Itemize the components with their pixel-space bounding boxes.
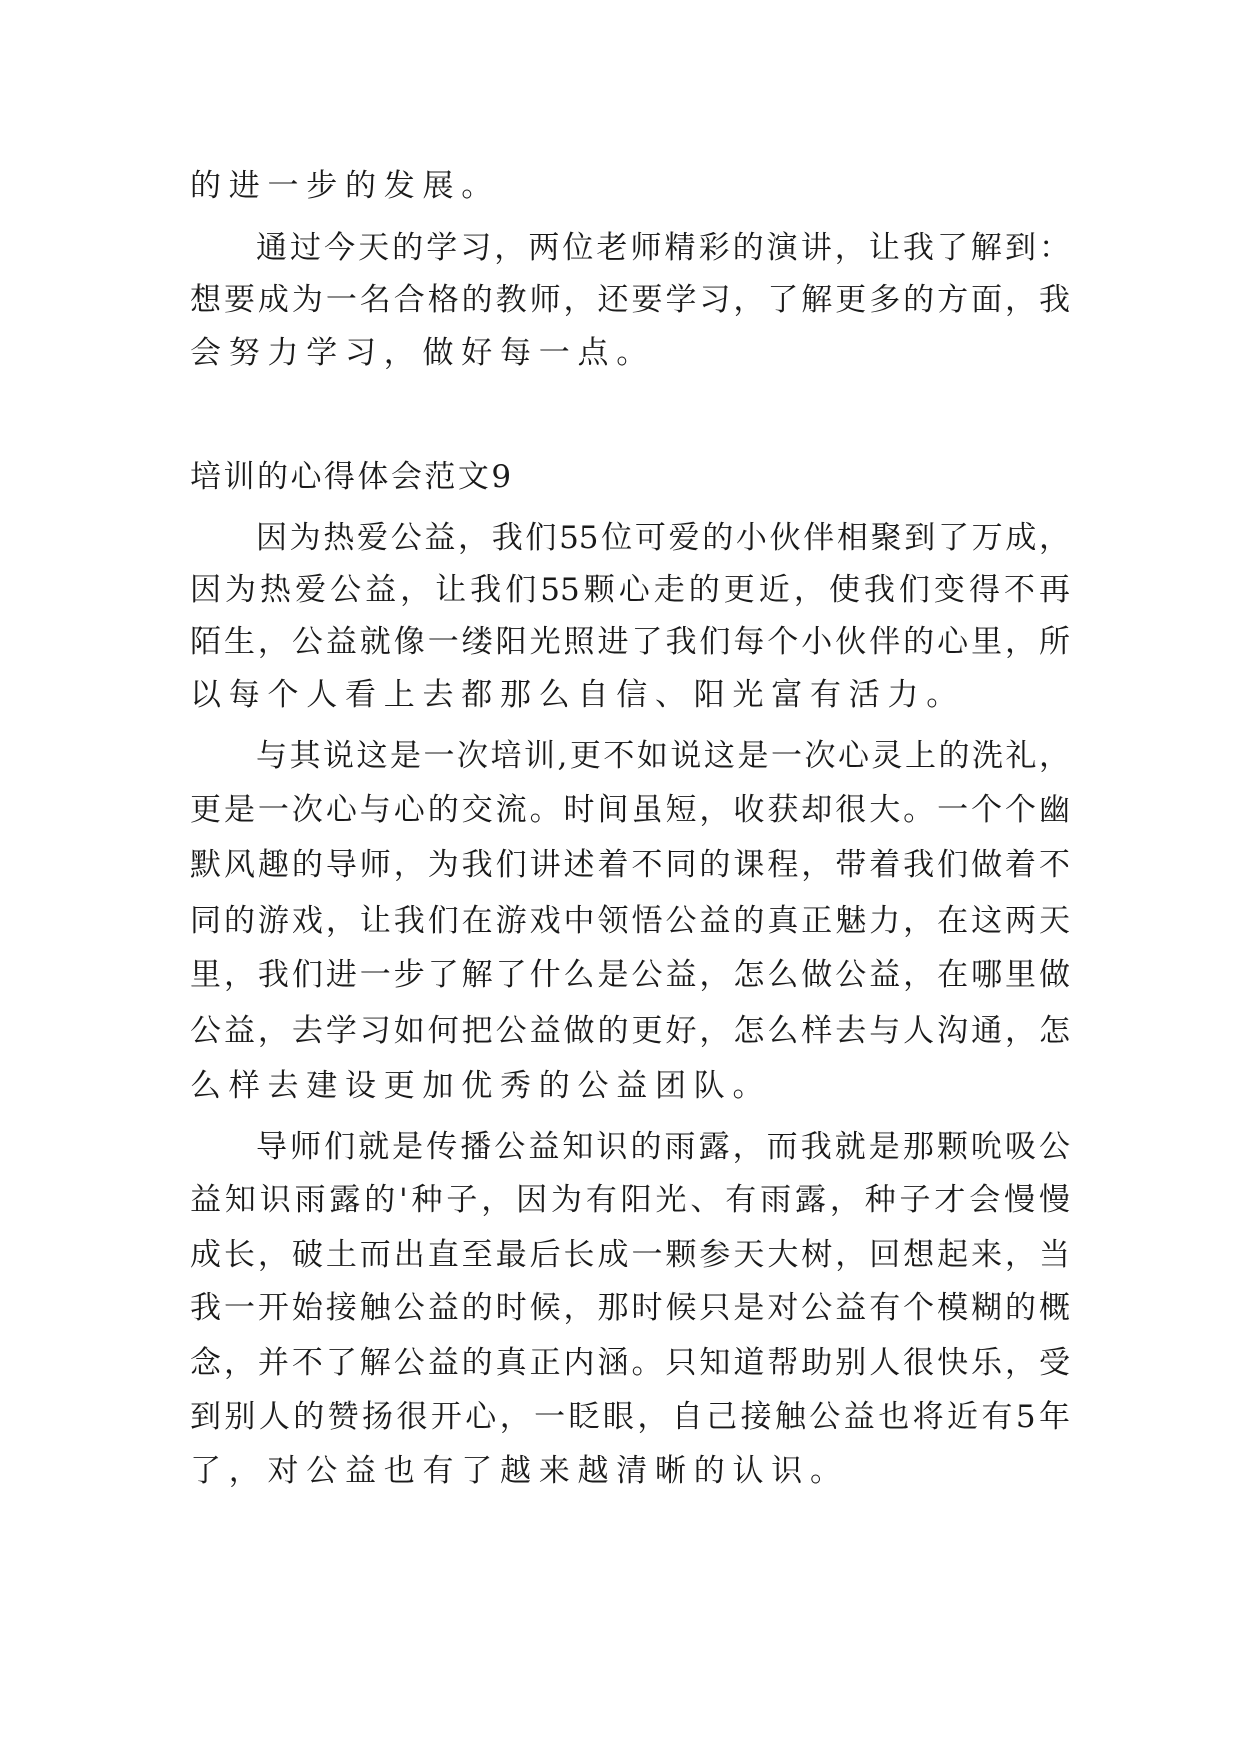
text-line: 到别人的赞扬很开心，一眨眼，自己接触公益也将近有5年 — [190, 1399, 1070, 1435]
text-line: 陌生，公益就像一缕阳光照进了我们每个小伙伴的心里，所 — [190, 624, 1070, 660]
text-line: 了，对公益也有了越来越清晰的认识。 — [190, 1453, 849, 1489]
text-line: 公益，去学习如何把公益做的更好，怎么样去与人沟通，怎 — [190, 1013, 1070, 1049]
text-line: 我一开始接触公益的时候，那时候只是对公益有个模糊的概 — [190, 1290, 1070, 1326]
text-line: 念，并不了解公益的真正内涵。只知道帮助别人很快乐，受 — [190, 1345, 1070, 1381]
text-line: 么样去建设更加优秀的公益团队。 — [190, 1068, 772, 1104]
text-line: 同的游戏，让我们在游戏中领悟公益的真正魅力，在这两天 — [190, 903, 1070, 939]
text-line: 默风趣的导师，为我们讲述着不同的课程，带着我们做着不 — [190, 847, 1070, 883]
text-line: 因为热爱公益，我们55位可爱的小伙伴相聚到了万成， — [256, 520, 1070, 556]
text-line: 想要成为一名合格的教师，还要学习，了解更多的方面，我 — [190, 282, 1070, 318]
text-line: 益知识雨露的'种子，因为有阳光、有雨露，种子才会慢慢 — [190, 1182, 1070, 1218]
text-line: 因为热爱公益，让我们55颗心走的更近，使我们变得不再 — [190, 572, 1070, 608]
text-line: 的进一步的发展。 — [190, 168, 500, 204]
text-line: 成长，破土而出直至最后长成一颗参天大树，回想起来，当 — [190, 1237, 1070, 1273]
text-line: 与其说这是一次培训,更不如说这是一次心灵上的洗礼， — [256, 738, 1070, 774]
text-line: 通过今天的学习，两位老师精彩的演讲，让我了解到： — [256, 230, 1070, 266]
text-line: 以每个人看上去都那么自信、阳光富有活力。 — [190, 677, 965, 713]
section-heading: 培训的心得体会范文9 — [190, 459, 514, 495]
text-line: 里，我们进一步了解了什么是公益，怎么做公益，在哪里做 — [190, 957, 1070, 993]
text-line: 导师们就是传播公益知识的雨露，而我就是那颗吮吸公 — [256, 1129, 1070, 1165]
text-line: 更是一次心与心的交流。时间虽短，收获却很大。一个个幽 — [190, 792, 1070, 828]
text-line: 会努力学习，做好每一点。 — [190, 335, 655, 371]
